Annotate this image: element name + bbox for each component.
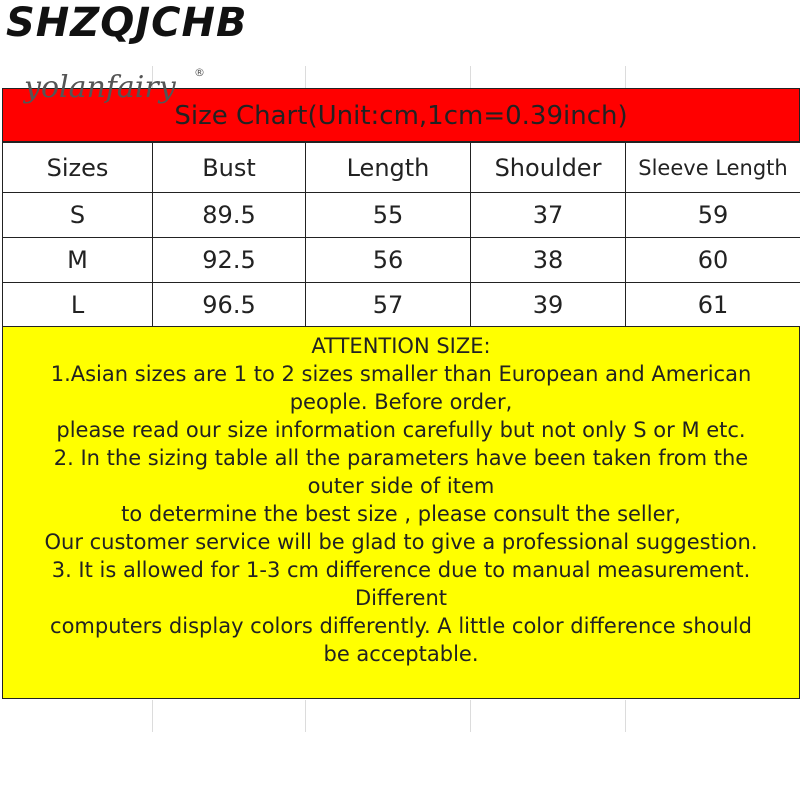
- size-chart-title: Size Chart(Unit:cm,1cm=0.39inch): [174, 101, 628, 131]
- notice-line: 1.Asian sizes are 1 to 2 sizes smaller than European and American: [50, 362, 752, 386]
- table-cell: 89.5: [153, 193, 306, 238]
- grid-line: [305, 700, 306, 732]
- table-row: [3, 238, 800, 283]
- brand-title: SHZQJCHB: [6, 0, 248, 46]
- brand-logo: yolanfairy: [24, 70, 176, 105]
- notice-line: to determine the best size , please consult the seller,: [121, 502, 681, 526]
- column-header: Shoulder: [471, 143, 626, 193]
- size-table: [2, 142, 800, 328]
- notice-line: outer side of item: [307, 474, 495, 498]
- table-row: [3, 193, 800, 238]
- table-cell: 59: [626, 193, 800, 238]
- grid-line: [470, 700, 471, 732]
- notice-heading: ATTENTION SIZE:: [311, 334, 491, 358]
- table-cell: 96.5: [153, 283, 306, 328]
- grid-line: [625, 66, 626, 88]
- table-cell: S: [3, 193, 153, 238]
- column-header: Length: [306, 143, 471, 193]
- column-header: Sleeve Length: [626, 143, 800, 193]
- table-row: [3, 283, 800, 328]
- notice-line: Our customer service will be glad to give a professional suggestion.: [44, 530, 758, 554]
- grid-line: [305, 66, 306, 88]
- notice-line: computers display colors differently. A little color difference should: [50, 614, 752, 638]
- column-header: Bust: [153, 143, 306, 193]
- table-cell: 37: [471, 193, 626, 238]
- notice-line: Different: [354, 586, 448, 610]
- notice-line: please read our size information carefully but not only S or M etc.: [56, 418, 746, 442]
- table-cell: 39: [471, 283, 626, 328]
- table-cell: 57: [306, 283, 471, 328]
- table-cell: M: [3, 238, 153, 283]
- notice-line: be acceptable.: [323, 642, 479, 666]
- table-cell: 60: [626, 238, 800, 283]
- table-cell: 56: [306, 238, 471, 283]
- registered-mark: ®: [194, 66, 205, 79]
- notice-line: 2. In the sizing table all the parameters have been taken from the: [53, 446, 749, 470]
- grid-line: [152, 700, 153, 732]
- table-cell: 38: [471, 238, 626, 283]
- table-header-row: [3, 143, 800, 193]
- table-cell: L: [3, 283, 153, 328]
- column-header: Sizes: [3, 143, 153, 193]
- table-cell: 92.5: [153, 238, 306, 283]
- table-cell: 55: [306, 193, 471, 238]
- attention-notice: [2, 326, 800, 699]
- grid-line: [625, 700, 626, 732]
- table-cell: 61: [626, 283, 800, 328]
- notice-line: people. Before order,: [289, 390, 513, 414]
- notice-line: 3. It is allowed for 1-3 cm difference due to manual measurement.: [51, 558, 751, 582]
- grid-line: [470, 66, 471, 88]
